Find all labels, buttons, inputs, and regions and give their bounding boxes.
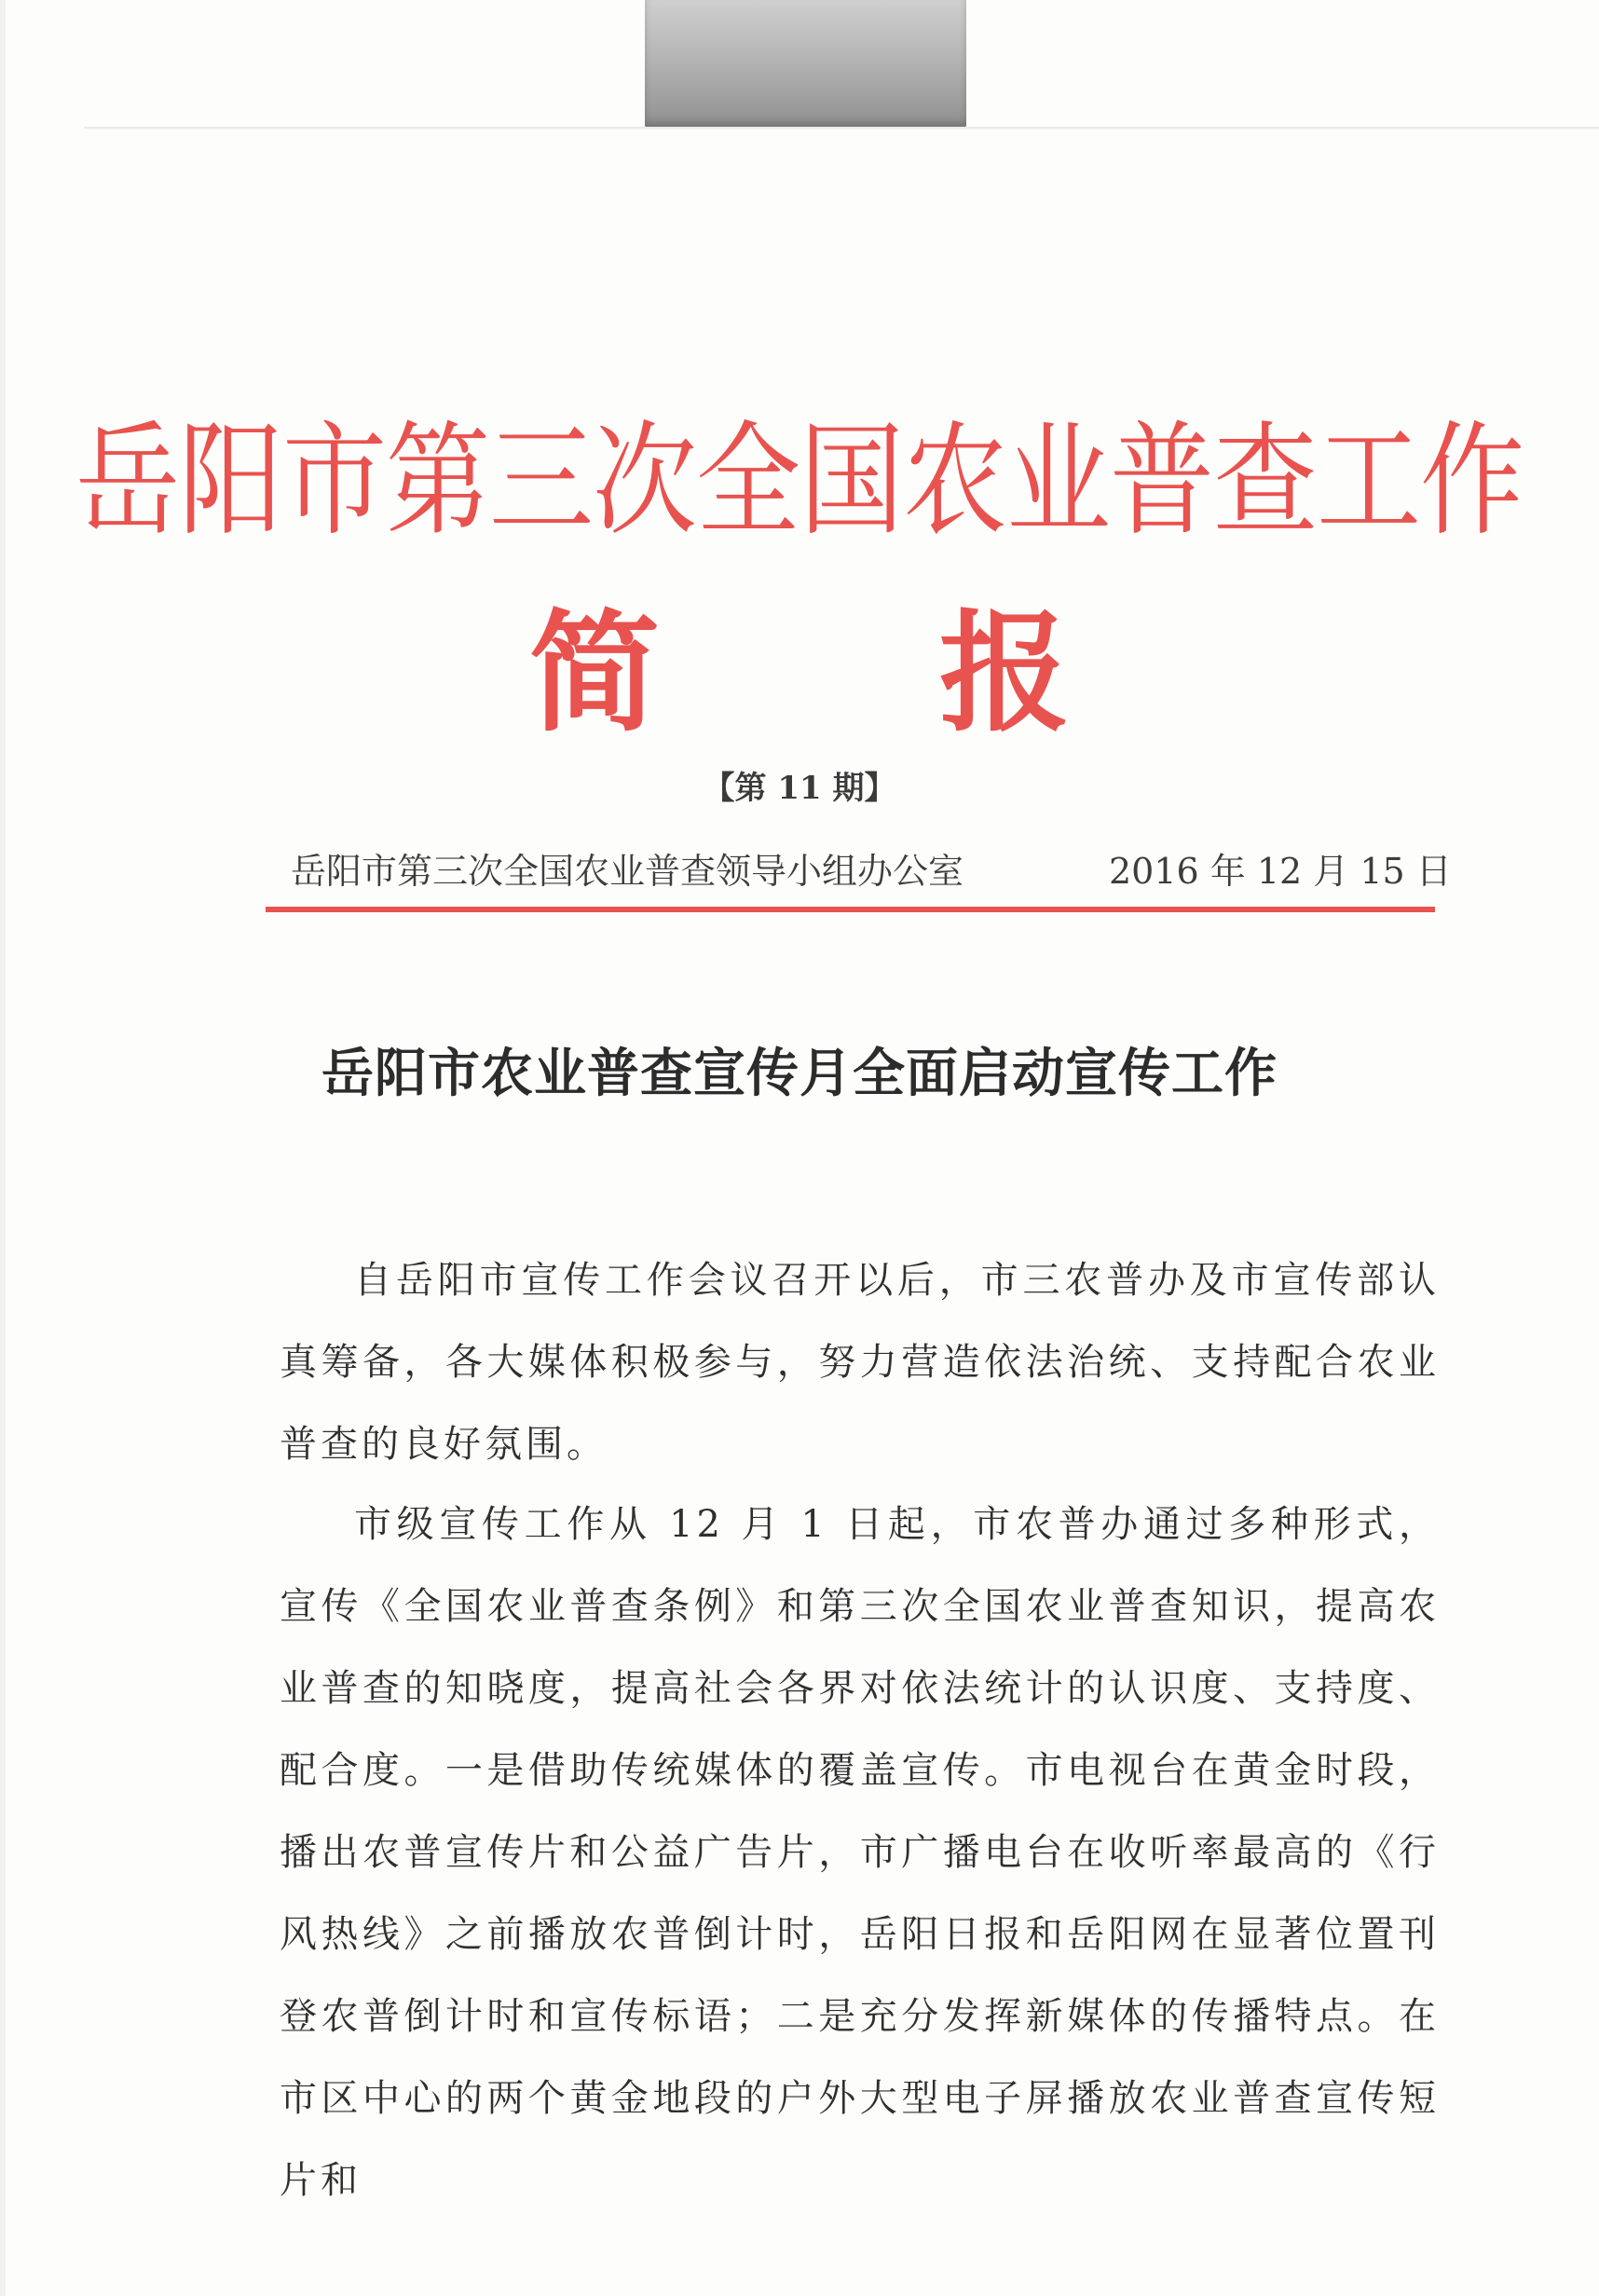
binder-clip <box>645 0 966 129</box>
issue-number: 【第 11 期】 <box>703 770 896 807</box>
masthead-title: 岳阳市第三次全国农业普查工作 <box>75 410 1524 554</box>
paragraph-text: 市级宣传工作从 12 月 1 日起，市农普办通过多种形式，宣传《全国农业普查条例》和第三次全国农业普查知识，提高农业普查的知晓度，提高社会各界对依法统计的认识度、支持度、配合度。一是借助传统媒体的覆盖宣传。市电视台在黄金时段，播出农普宣传片和公益广告片，市广播电台在收听率最高的《行风热线》之前播放农普倒计时，岳阳日报和岳阳网在显著位置刊登农普倒计时和宣传标语；二是充分发挥新媒体的传播特点。在市区中心的两个黄金地段的户外大型电子屏播放农业普查宣传短片和 <box>280 1503 1440 2202</box>
issuer-name: 岳阳市第三次全国农业普查领导小组办公室 <box>291 851 964 892</box>
masthead-divider-rule <box>266 907 1435 912</box>
scan-left-edge <box>0 0 6 2296</box>
article-title: 岳阳市农业普查宣传月全面启动宣传工作 <box>321 1043 1278 1104</box>
article-body-paragraph-2 <box>280 1483 1440 2221</box>
issue-date: 2016 年 12 月 15 日 <box>1109 851 1452 892</box>
paragraph-text: 自岳阳市宣传工作会议召开以后，市三农普办及市宣传部认真筹备，各大媒体积极参与，努力营造依法治统、支持配合农业普查的良好氛围。 <box>280 1259 1440 1466</box>
scan-top-line <box>84 127 1599 130</box>
masthead-subtitle: 简报 <box>528 597 1349 750</box>
article-body-paragraph-1 <box>280 1239 1440 1485</box>
